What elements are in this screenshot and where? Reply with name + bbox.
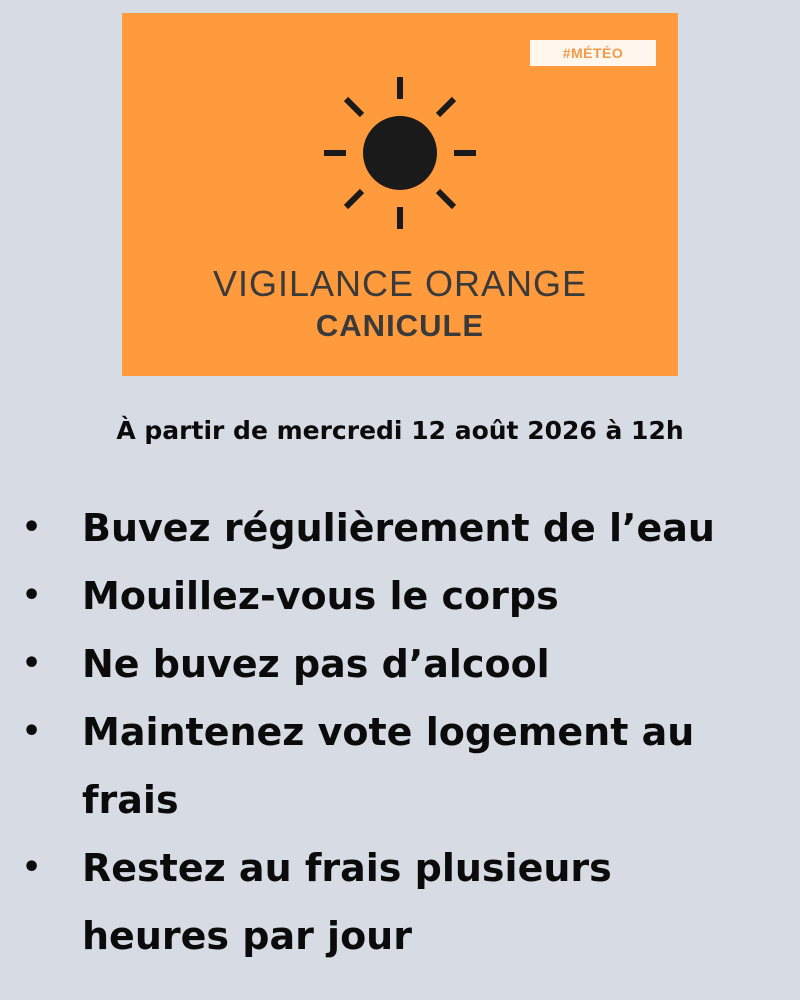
banner-title-vigilance: VIGILANCE ORANGE: [212, 263, 588, 304]
bullet-icon: •: [22, 578, 42, 613]
advice-list: [0, 494, 800, 970]
list-item: [0, 494, 800, 562]
tip-text: Mouillez-vous le corps: [82, 574, 559, 618]
banner-title-canicule: CANICULE: [315, 308, 485, 343]
tip-text: Buvez régulièrement de l’eau: [82, 506, 715, 550]
vigilance-banner: [122, 13, 678, 376]
list-item: [0, 630, 800, 698]
list-item: [0, 834, 800, 970]
start-date-text: À partir de mercredi 12 août 2026 à 12h: [116, 416, 684, 445]
meteo-tag: #MÉTÉO: [530, 40, 656, 66]
tip-text: Ne buvez pas d’alcool: [82, 642, 550, 686]
bullet-icon: •: [22, 510, 42, 545]
list-item: [0, 698, 800, 834]
bullet-icon: •: [22, 714, 42, 749]
tip-text: Restez au frais plusieurs heures par jour: [82, 846, 612, 958]
tip-text: Maintenez vote logement au frais: [82, 710, 695, 822]
bullet-icon: •: [22, 646, 42, 681]
bullet-icon: •: [22, 850, 42, 885]
sun-icon: [318, 71, 482, 235]
list-item: [0, 562, 800, 630]
